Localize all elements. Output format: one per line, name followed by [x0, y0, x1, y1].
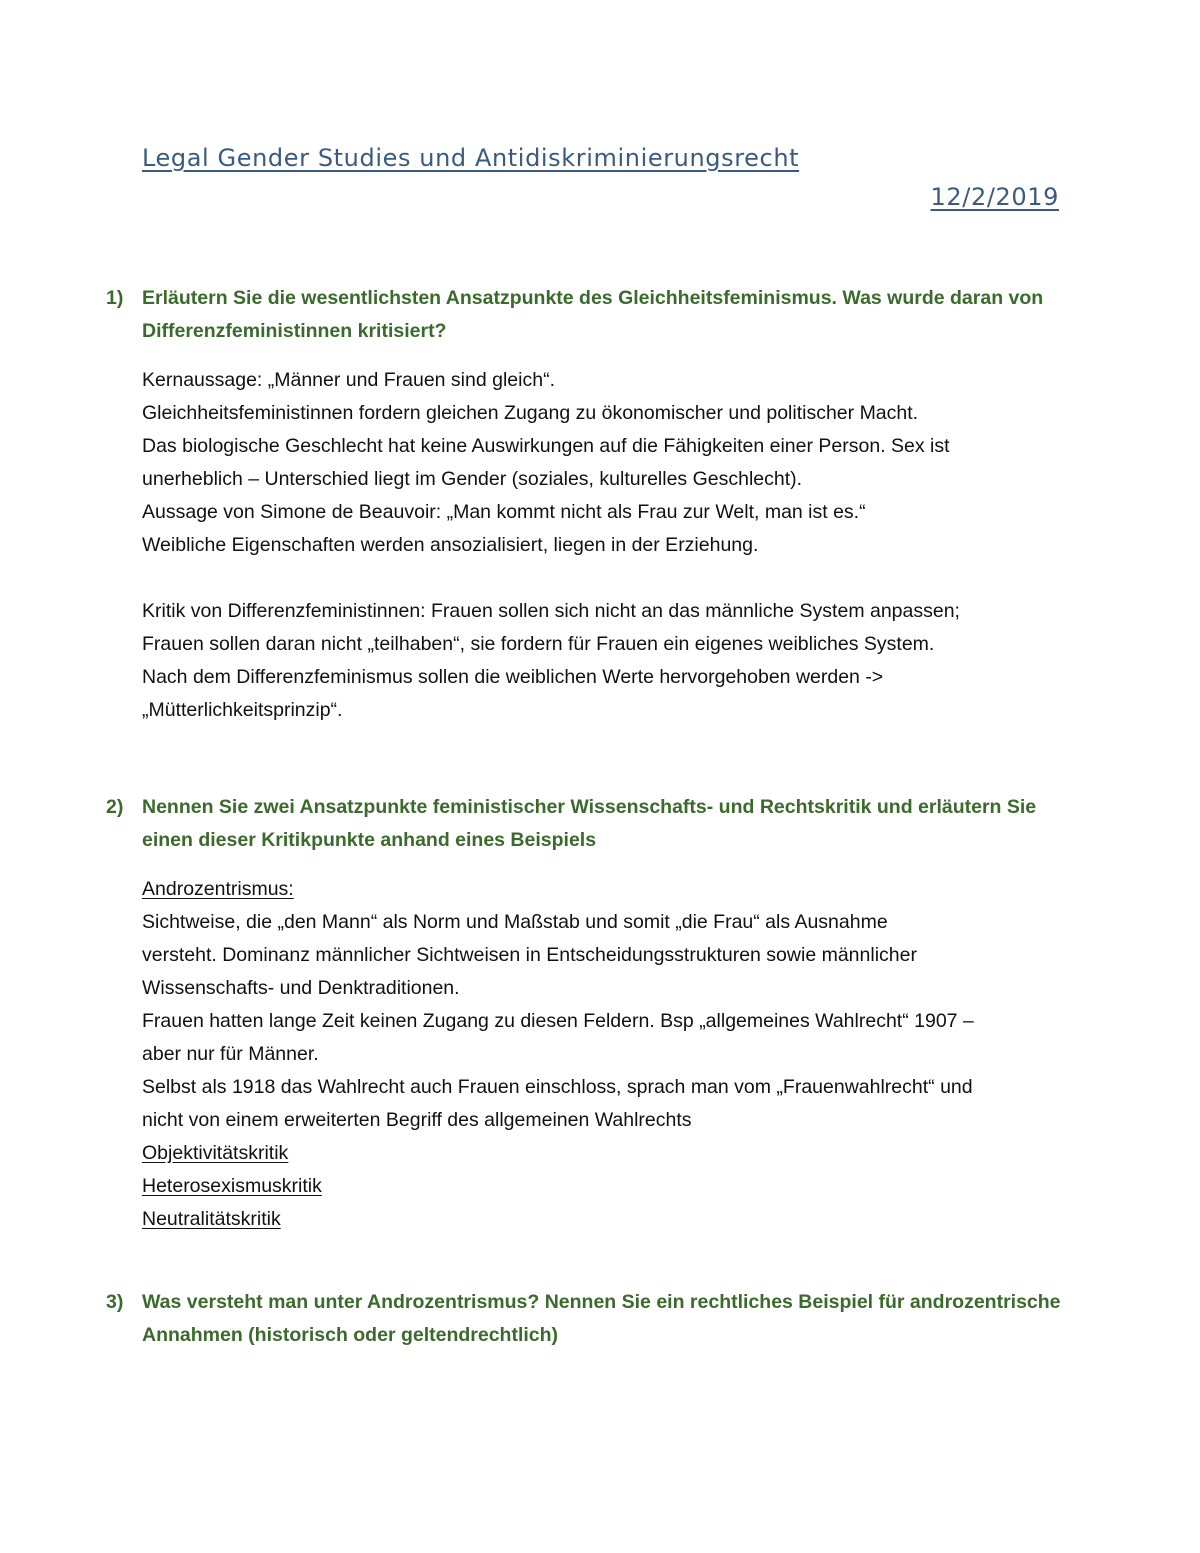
answer-line: Kritik von Differenzfeministinnen: Frauen sollen sich nicht an das männliche System anpassen; [142, 600, 960, 622]
answer-line: versteht. Dominanz männlicher Sichtweisen in Entscheidungsstrukturen sowie männlicher [142, 944, 917, 966]
page-title: Legal Gender Studies und Antidiskriminierungsrecht [142, 144, 800, 172]
answer-line: Das biologische Geschlecht hat keine Auswirkungen auf die Fähigkeiten einer Person. Sex ist [142, 435, 950, 457]
answer-line: aber nur für Männer. [142, 1043, 319, 1065]
question-number: 2) [106, 796, 124, 818]
paragraph-gap [142, 562, 1072, 595]
page-date: 12/2/2019 [930, 183, 1059, 211]
question-number: 3) [106, 1291, 124, 1313]
answer-line: Wissenschafts- und Denktraditionen. [142, 977, 460, 999]
answer-line: Selbst als 1918 das Wahlrecht auch Frauen einschloss, sprach man vom „Frauenwahlrecht“ und [142, 1076, 973, 1098]
answer-line: „Mütterlichkeitsprinzip“. [142, 699, 343, 721]
answer-line: unerheblich – Unterschied liegt im Gender (soziales, kulturelles Geschlecht). [142, 468, 803, 490]
answer-line: Kernaussage: „Männer und Frauen sind gleich“. [142, 369, 555, 391]
question-3 [106, 1286, 1066, 1351]
question-1 [106, 282, 1066, 347]
question-number: 1) [106, 287, 124, 309]
question-text: Nennen Sie zwei Ansatzpunkte feministischer Wissenschafts- und Rechtskritik und erläutern Sie einen dieser Kritikpunkte anhand eines Beispiels [142, 796, 1037, 851]
answer-line: Sichtweise, die „den Mann“ als Norm und Maßstab und somit „die Frau“ als Ausnahme [142, 911, 888, 933]
question-text: Erläutern Sie die wesentlichsten Ansatzpunkte des Gleichheitsfeminismus. Was wurde daran von Differenzfeministinnen kritisiert? [142, 287, 1044, 342]
answer-line: nicht von einem erweiterten Begriff des allgemeinen Wahlrechts [142, 1109, 692, 1131]
answer-2 [142, 873, 1072, 1236]
answer-1 [142, 364, 1072, 727]
answer-line: Frauen hatten lange Zeit keinen Zugang zu diesen Feldern. Bsp „allgemeines Wahlrecht“ 1907 – [142, 1010, 974, 1032]
answer-line: Aussage von Simone de Beauvoir: „Man kommt nicht als Frau zur Welt, man ist es.“ [142, 501, 866, 523]
answer-heading: Androzentrismus: [142, 878, 294, 900]
answer-line: Frauen sollen daran nicht „teilhaben“, sie fordern für Frauen ein eigenes weibliches System. [142, 633, 935, 655]
question-2 [106, 791, 1066, 856]
critique-point: Heterosexismuskritik [142, 1175, 322, 1197]
answer-line: Weibliche Eigenschaften werden ansozialisiert, liegen in der Erziehung. [142, 534, 759, 556]
answer-line: Gleichheitsfeministinnen fordern gleichen Zugang zu ökonomischer und politischer Macht. [142, 402, 919, 424]
critique-point: Neutralitätskritik [142, 1208, 281, 1230]
critique-point: Objektivitätskritik [142, 1142, 289, 1164]
answer-line: Nach dem Differenzfeminismus sollen die weiblichen Werte hervorgehoben werden -> [142, 666, 884, 688]
question-text: Was versteht man unter Androzentrismus? Nennen Sie ein rechtliches Beispiel für androzentrische Annahmen (historisch oder geltendrechtlich) [142, 1291, 1061, 1346]
